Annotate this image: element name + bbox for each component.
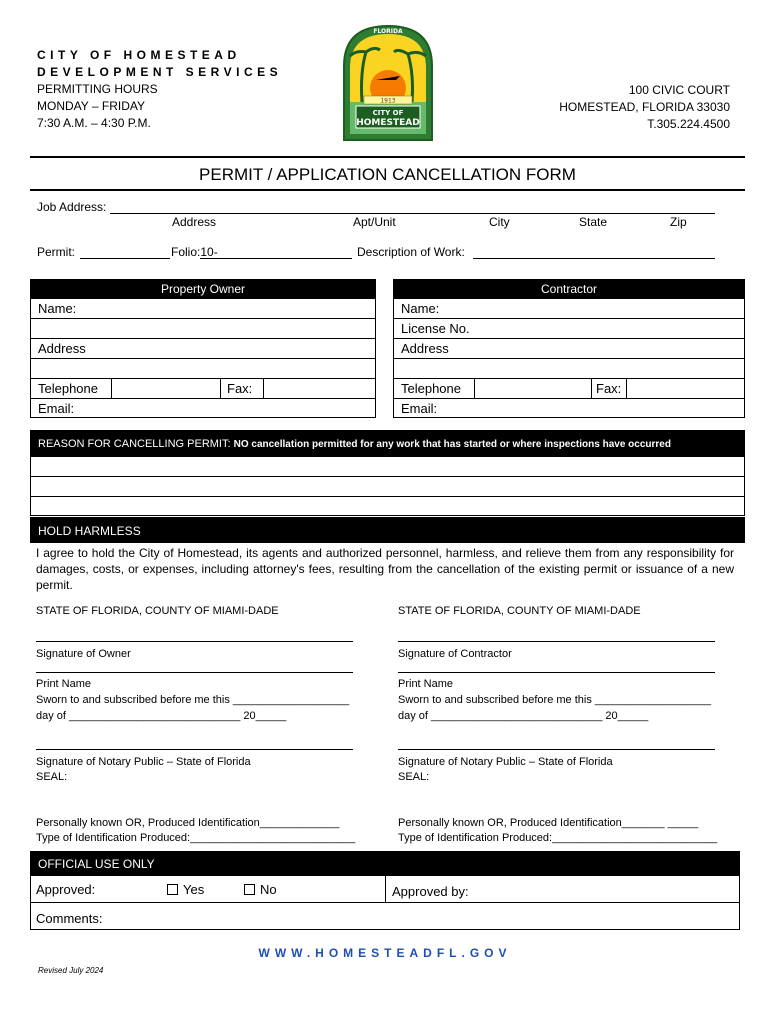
owner-name-label: Name: bbox=[38, 301, 77, 316]
owner-notary-line[interactable] bbox=[36, 749, 353, 750]
description-field[interactable] bbox=[473, 245, 715, 259]
sub-apt: Apt/Unit bbox=[353, 215, 396, 229]
owner-address-line2[interactable] bbox=[31, 359, 375, 379]
city-logo bbox=[340, 22, 436, 142]
owner-signature-label: Signature of Owner bbox=[36, 648, 131, 660]
job-address-field[interactable] bbox=[110, 200, 715, 214]
description-label: Description of Work: bbox=[357, 245, 465, 259]
contractor-address-line2[interactable] bbox=[394, 359, 744, 379]
owner-name-line2[interactable] bbox=[31, 319, 375, 339]
address-line1: 100 CIVIC COURT bbox=[628, 83, 730, 97]
job-address-label: Job Address: bbox=[37, 200, 107, 214]
hours-days: MONDAY – FRIDAY bbox=[37, 99, 146, 113]
contractor-telephone-field[interactable] bbox=[475, 379, 592, 398]
contractor-known[interactable]: Personally known OR, Produced Identification_______ _____ bbox=[398, 817, 699, 829]
phone-number: T.305.224.4500 bbox=[647, 117, 730, 131]
form-title: PERMIT / APPLICATION CANCELLATION FORM bbox=[30, 156, 745, 191]
reason-label: REASON FOR CANCELLING PERMIT: bbox=[38, 438, 231, 450]
approval-divider bbox=[385, 876, 386, 902]
owner-title: Property Owner bbox=[30, 279, 376, 299]
owner-fax-field[interactable] bbox=[264, 379, 375, 398]
logo-ribbon-text: 1913 bbox=[380, 97, 396, 105]
owner-print-label: Print Name bbox=[36, 678, 92, 690]
approved-by-label: Approved by: bbox=[392, 884, 469, 899]
owner-fax-label: Fax: bbox=[221, 379, 264, 398]
logo-name-text: HOMESTEAD bbox=[356, 118, 420, 128]
contractor-fax-field[interactable] bbox=[627, 379, 744, 398]
approved-no-option[interactable] bbox=[244, 882, 277, 897]
contractor-address-label: Address bbox=[401, 341, 449, 356]
logo-top-text: FLORIDA bbox=[373, 28, 403, 35]
sub-state: State bbox=[579, 215, 608, 229]
header-left bbox=[37, 47, 282, 132]
owner-print-line[interactable] bbox=[36, 672, 353, 673]
owner-known[interactable]: Personally known OR, Produced Identification_____________ bbox=[36, 817, 340, 829]
contractor-telephone-label: Telephone bbox=[394, 379, 475, 398]
contractor-email-label: Email: bbox=[401, 401, 438, 416]
owner-telephone-field[interactable] bbox=[112, 379, 221, 398]
contractor-name-label: Name: bbox=[401, 301, 440, 316]
sub-city: City bbox=[489, 215, 510, 229]
contractor-phone-row bbox=[394, 379, 744, 399]
contractor-print-label: Print Name bbox=[398, 678, 454, 690]
reason-box bbox=[30, 456, 745, 516]
permit-label: Permit: bbox=[37, 245, 76, 259]
reason-note: NO cancellation permitted for any work that has started or where inspections have occurred bbox=[233, 439, 671, 450]
official-approval-row bbox=[31, 876, 739, 903]
no-checkbox[interactable] bbox=[244, 884, 255, 895]
department-name: DEVELOPMENT SERVICES bbox=[37, 65, 283, 79]
contractor-sworn[interactable]: Sworn to and subscribed before me this ___________________ bbox=[398, 694, 712, 706]
owner-address-label: Address bbox=[38, 341, 86, 356]
contractor-name[interactable] bbox=[394, 299, 744, 319]
owner-signature-line[interactable] bbox=[36, 641, 353, 642]
owner-box bbox=[30, 279, 376, 419]
no-label: No bbox=[260, 882, 277, 897]
official-use-box bbox=[30, 875, 740, 930]
contractor-box bbox=[393, 279, 745, 419]
owner-address[interactable] bbox=[31, 339, 375, 359]
hours-time: 7:30 A.M. – 4:30 P.M. bbox=[37, 116, 151, 130]
contractor-day[interactable]: day of ____________________________ 20_____ bbox=[398, 710, 649, 722]
sub-address: Address bbox=[172, 215, 217, 229]
contractor-id-type[interactable]: Type of Identification Produced:___________________________ bbox=[398, 832, 718, 844]
reason-line-2[interactable] bbox=[31, 477, 744, 497]
owner-id-type[interactable]: Type of Identification Produced:___________________________ bbox=[36, 832, 356, 844]
owner-sworn[interactable]: Sworn to and subscribed before me this ___________________ bbox=[36, 694, 350, 706]
contractor-notary-line[interactable] bbox=[398, 749, 715, 750]
sub-zip: Zip bbox=[670, 215, 687, 229]
reason-line-1[interactable] bbox=[31, 457, 744, 477]
owner-seal-label: SEAL: bbox=[36, 771, 68, 783]
reason-line-3[interactable] bbox=[31, 497, 744, 516]
permit-field[interactable] bbox=[80, 245, 170, 259]
contractor-email[interactable] bbox=[394, 399, 744, 419]
contractor-print-line[interactable] bbox=[398, 672, 715, 673]
revised-date: Revised July 2024 bbox=[38, 966, 104, 975]
owner-telephone-label: Telephone bbox=[31, 379, 112, 398]
owner-name[interactable] bbox=[31, 299, 375, 319]
owner-phone-row bbox=[31, 379, 375, 399]
yes-checkbox[interactable] bbox=[167, 884, 178, 895]
approved-label: Approved: bbox=[36, 882, 96, 897]
reason-header bbox=[30, 430, 745, 456]
contractor-address[interactable] bbox=[394, 339, 744, 359]
logo-city-text: CITY OF bbox=[372, 109, 404, 117]
hours-title: PERMITTING HOURS bbox=[37, 82, 158, 96]
right-state: STATE OF FLORIDA, COUNTY OF MIAMI-DADE bbox=[398, 605, 641, 617]
owner-email-label: Email: bbox=[38, 401, 75, 416]
folio-field[interactable] bbox=[200, 245, 352, 259]
address-line2: HOMESTEAD, FLORIDA 33030 bbox=[559, 100, 730, 114]
contractor-license[interactable] bbox=[394, 319, 744, 339]
header-right bbox=[559, 82, 730, 133]
contractor-fax-label: Fax: bbox=[592, 379, 627, 398]
comments-label: Comments: bbox=[36, 911, 103, 926]
approved-yes-option[interactable] bbox=[167, 882, 204, 897]
owner-day[interactable]: day of ____________________________ 20_____ bbox=[36, 710, 287, 722]
contractor-seal-label: SEAL: bbox=[398, 771, 430, 783]
owner-email[interactable] bbox=[31, 399, 375, 419]
folio-label: Folio:10- bbox=[171, 245, 218, 259]
city-name: CITY OF HOMESTEAD bbox=[37, 48, 241, 62]
contractor-license-label: License No. bbox=[401, 321, 470, 336]
hold-harmless-header: HOLD HARMLESS bbox=[30, 517, 745, 543]
website-link[interactable]: WWW.HOMESTEADFL.GOV bbox=[258, 946, 512, 960]
contractor-notary-label: Signature of Notary Public – State of Florida bbox=[398, 756, 613, 768]
official-use-header: OFFICIAL USE ONLY bbox=[30, 851, 740, 875]
owner-notary-label: Signature of Notary Public – State of Florida bbox=[36, 756, 251, 768]
hold-harmless-text: I agree to hold the City of Homestead, its agents and authorized personnel, harmless, and relieve them from any responsibility for damages, costs, or expenses, including attorney's fees, resulting from the cancellation of the existing permit or issuance of a new permit. bbox=[36, 546, 734, 592]
comments-row[interactable] bbox=[31, 903, 739, 930]
contractor-signature-line[interactable] bbox=[398, 641, 715, 642]
contractor-signature-label: Signature of Contractor bbox=[398, 648, 512, 660]
left-state: STATE OF FLORIDA, COUNTY OF MIAMI-DADE bbox=[36, 605, 279, 617]
contractor-title: Contractor bbox=[393, 279, 745, 299]
yes-label: Yes bbox=[183, 882, 205, 897]
